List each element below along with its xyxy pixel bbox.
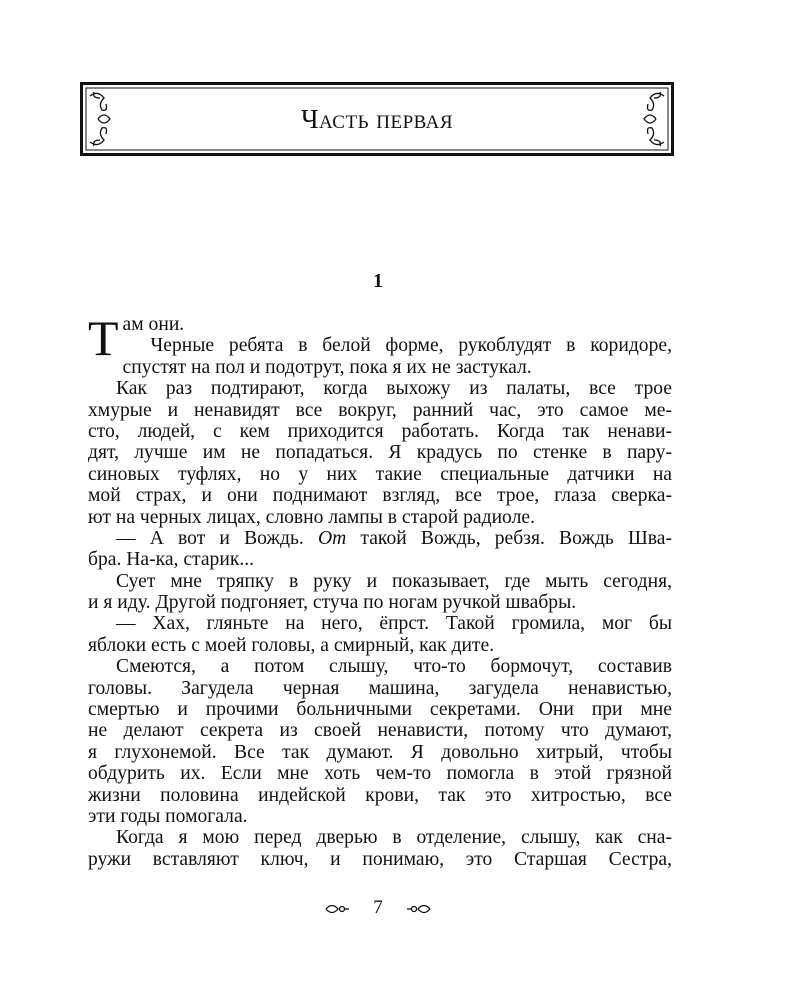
- chapter-header-frame: [80, 82, 674, 156]
- text-line: ружи вставляют ключ, и понимаю, это Старшая Сестра,: [88, 848, 672, 870]
- text-line: ют на черных лицах, словно лампы в старой радиоле.: [88, 506, 535, 528]
- text-line: Когда я мою перед дверью в отделение, слышу, как сна-: [116, 827, 672, 849]
- text-line: и я иду. Другой подгоняет, стуча по ногам ручкой швабры.: [88, 592, 577, 614]
- dialogue-text: — А вот и Вождь.: [116, 527, 318, 549]
- text-line: жизни половина индейской крови, так это хитростью, все: [88, 784, 672, 806]
- text-line-dialogue: [88, 528, 672, 549]
- drop-cap: Т: [88, 310, 119, 366]
- text-line: смертью и прочими больничными секретами. Они при мне: [88, 699, 672, 721]
- text-line: головы. Загудела черная машина, загудела ненавистью,: [88, 677, 672, 699]
- text-line: спустят на пол и подотрут, пока я их не застукал.: [122, 356, 532, 378]
- text-line: сто, людей, с кем приходится работать. Когда так ненави-: [88, 420, 672, 442]
- text-line: — Хах, гляньте на него, ёпрст. Такой громила, мог бы: [116, 613, 672, 635]
- text-line: Сует мне тряпку в руку и показывает, где мыть сегодня,: [116, 570, 672, 592]
- dialogue-italic: От: [317, 527, 347, 549]
- text-line: Смеются, а потом слышу, что-то бормочут, составив: [116, 656, 672, 678]
- folio-ornament-left-icon: [324, 902, 350, 916]
- page-folio: [0, 897, 756, 919]
- text-line: дят, лучше им не попадаться. Я крадусь по стенке в пару-: [88, 442, 672, 464]
- text-line: обдурить их. Если мне хоть чем-то помогла в этой грязной: [88, 763, 672, 785]
- text-line: мой страх, и они поднимают взгляд, все трое, глаза сверка-: [88, 485, 672, 507]
- dialogue-text-cont: такой Вождь, ребзя. Вождь Шва-: [346, 527, 672, 549]
- first-paragraph: [88, 310, 672, 366]
- chapter-number: 1: [373, 270, 383, 292]
- text-line: я глухонемой. Все так думают. Я довольно хитрый, чтобы: [88, 741, 672, 763]
- folio-ornament-right-icon: [406, 902, 432, 916]
- text-line: хмурые и ненавидят все вокруг, ранний час, это самое ме-: [88, 399, 672, 421]
- chapter-title: Часть первая: [300, 104, 454, 134]
- text-line: бра. На-ка, старик...: [88, 549, 255, 571]
- page-number: 7: [373, 897, 383, 918]
- body-text: [88, 310, 672, 870]
- text-line: Как раз подтирают, когда выхожу из палаты, все трое: [116, 378, 672, 400]
- first-line: ам они.: [122, 314, 185, 335]
- text-line: эти годы помогала.: [88, 805, 248, 827]
- text-line: не делают секрета из своей ненависти, потому что думают,: [88, 720, 672, 742]
- text-line: Черные ребята в белой форме, рукоблудят в коридоре,: [150, 335, 672, 357]
- text-line: синовых туфлях, но у них такие специальные датчики на: [88, 463, 672, 485]
- text-line: яблоки есть с моей головы, а смирный, как дите.: [88, 634, 495, 656]
